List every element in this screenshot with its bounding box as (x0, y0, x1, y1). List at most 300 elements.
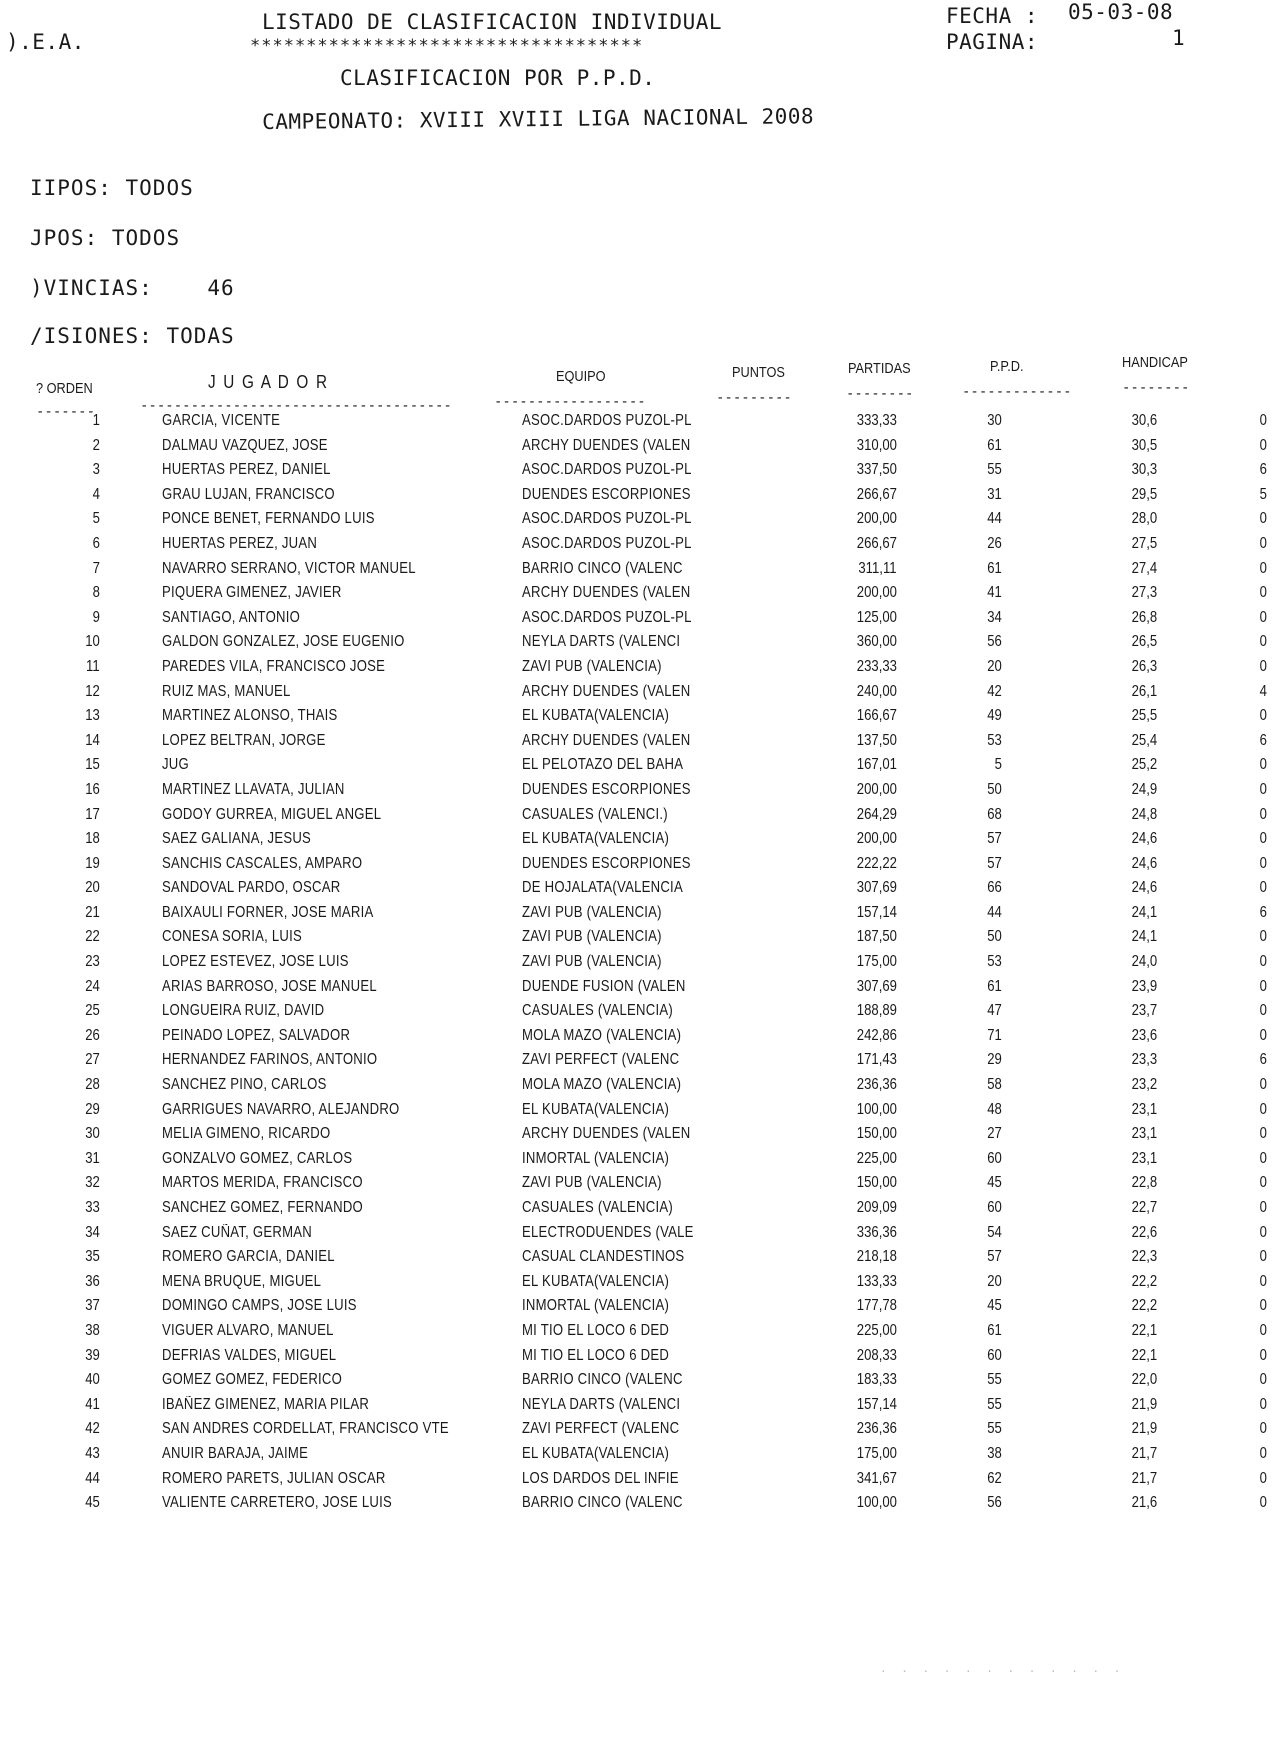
row-ppd (1002, 1420, 1157, 1445)
row-jugador-text: RUIZ MAS, MANUEL (162, 682, 291, 700)
row-partidas (897, 806, 1002, 831)
row-puntos (752, 437, 897, 462)
row-puntos (752, 1494, 897, 1519)
row-jugador (100, 1322, 522, 1347)
row-jugador-text: CONESA SORIA, LUIS (162, 928, 303, 946)
row-equipo-text: CASUAL CLANDESTINOS (522, 1248, 685, 1266)
row-jugador-text: MENA BRUQUE, MIGUEL (162, 1272, 322, 1290)
row-ppd-text: 28,0 (1131, 510, 1157, 528)
row-orden-text: 11 (86, 657, 100, 675)
row-equipo-text: ZAVI PERFECT (VALENC (522, 1420, 680, 1438)
row-ppd-text: 24,0 (1131, 953, 1157, 971)
row-partidas (897, 855, 1002, 880)
fecha-value: 05-03-08 (1068, 0, 1174, 24)
row-puntos (752, 781, 897, 806)
title-underline-stars: *********************************** (250, 36, 644, 56)
row-partidas (897, 609, 1002, 634)
row-handicap (1157, 855, 1267, 880)
row-orden-text: 24 (85, 977, 100, 995)
row-ppd (1002, 461, 1157, 486)
row-ppd-text: 21,9 (1131, 1395, 1157, 1413)
row-ppd (1002, 437, 1157, 462)
row-ppd (1002, 683, 1157, 708)
row-puntos-text: 157,14 (856, 903, 897, 921)
row-orden-text: 40 (85, 1371, 100, 1389)
row-ppd-text: 22,2 (1131, 1297, 1157, 1315)
row-orden-text: 18 (85, 830, 100, 848)
row-orden (38, 953, 100, 978)
row-handicap (1157, 1445, 1267, 1470)
column-header-orden: ? ORDEN (36, 380, 93, 397)
row-puntos (752, 560, 897, 585)
row-ppd (1002, 855, 1157, 880)
row-puntos (752, 830, 897, 855)
row-equipo (522, 1101, 752, 1126)
row-equipo (522, 855, 752, 880)
row-jugador-text: PEINADO LOPEZ, SALVADOR (162, 1026, 351, 1044)
table-row (38, 1125, 1267, 1150)
row-orden (38, 1445, 100, 1470)
pagina-label: PAGINA: (946, 30, 1039, 54)
row-ppd (1002, 756, 1157, 781)
row-handicap (1157, 412, 1267, 437)
table-row (38, 437, 1267, 462)
table-row (38, 732, 1267, 757)
row-orden-text: 7 (92, 559, 100, 577)
row-jugador-text: ARIAS BARROSO, JOSE MANUEL (162, 977, 377, 995)
row-orden-text: 21 (85, 903, 100, 921)
row-jugador-text: GODOY GURREA, MIGUEL ANGEL (162, 805, 382, 823)
row-puntos-text: 177,78 (856, 1297, 897, 1315)
row-equipo (522, 1150, 752, 1175)
row-jugador-text: GOMEZ GOMEZ, FEDERICO (162, 1371, 343, 1389)
row-puntos-text: 311,11 (858, 559, 897, 577)
row-ppd-text: 22,1 (1131, 1321, 1157, 1339)
row-ppd (1002, 584, 1157, 609)
row-orden-text: 3 (92, 461, 100, 479)
row-handicap (1157, 1420, 1267, 1445)
row-partidas-text: 60 (987, 1346, 1002, 1364)
table-row (38, 412, 1267, 437)
row-jugador (100, 560, 522, 585)
table-row (38, 1027, 1267, 1052)
row-jugador-text: SAN ANDRES CORDELLAT, FRANCISCO VTE (162, 1420, 449, 1438)
row-jugador-text: MELIA GIMENO, RICARDO (162, 1125, 331, 1143)
row-jugador-text: DOMINGO CAMPS, JOSE LUIS (162, 1297, 357, 1315)
row-equipo (522, 781, 752, 806)
row-orden (38, 1396, 100, 1421)
row-ppd-text: 30,5 (1131, 436, 1157, 454)
row-jugador-text: MARTINEZ ALONSO, THAIS (162, 707, 338, 725)
row-ppd (1002, 1248, 1157, 1273)
row-partidas-text: 61 (987, 977, 1002, 995)
row-orden-text: 44 (85, 1469, 100, 1487)
row-puntos (752, 732, 897, 757)
row-ppd-text: 30,3 (1131, 461, 1157, 479)
row-partidas (897, 756, 1002, 781)
row-ppd (1002, 1273, 1157, 1298)
row-handicap (1157, 1002, 1267, 1027)
row-orden-text: 22 (85, 928, 100, 946)
row-jugador (100, 1371, 522, 1396)
row-handicap (1157, 486, 1267, 511)
row-orden (38, 1076, 100, 1101)
row-puntos (752, 1396, 897, 1421)
row-partidas (897, 879, 1002, 904)
row-equipo (522, 683, 752, 708)
row-jugador (100, 1076, 522, 1101)
row-equipo-text: MI TIO EL LOCO 6 DED (522, 1346, 670, 1364)
row-partidas-text: 58 (987, 1076, 1002, 1094)
row-jugador (100, 978, 522, 1003)
row-orden (38, 658, 100, 683)
row-ppd (1002, 1371, 1157, 1396)
row-partidas-text: 31 (987, 485, 1002, 503)
row-equipo (522, 535, 752, 560)
table-row (38, 510, 1267, 535)
row-ppd-text: 27,4 (1131, 559, 1157, 577)
row-puntos (752, 1248, 897, 1273)
row-equipo (522, 412, 752, 437)
row-jugador (100, 1027, 522, 1052)
row-orden (38, 609, 100, 634)
row-equipo-text: ZAVI PUB (VALENCIA) (522, 657, 662, 675)
row-equipo (522, 707, 752, 732)
row-ppd (1002, 633, 1157, 658)
row-ppd-text: 23,3 (1131, 1051, 1157, 1069)
row-handicap (1157, 437, 1267, 462)
table-row (38, 1150, 1267, 1175)
row-puntos (752, 1027, 897, 1052)
row-handicap (1157, 707, 1267, 732)
table-row (38, 1494, 1267, 1519)
row-ppd (1002, 879, 1157, 904)
row-equipo (522, 806, 752, 831)
row-handicap-text: 6 (1259, 731, 1267, 749)
row-partidas-text: 47 (987, 1002, 1002, 1020)
row-handicap-text: 0 (1259, 584, 1267, 602)
row-equipo (522, 1027, 752, 1052)
row-ppd (1002, 806, 1157, 831)
row-puntos (752, 535, 897, 560)
row-orden (38, 1224, 100, 1249)
filter-equipos (30, 176, 194, 200)
row-jugador-text: IBAÑEZ GIMENEZ, MARIA PILAR (162, 1395, 370, 1413)
row-jugador-text: BAIXAULI FORNER, JOSE MARIA (162, 903, 374, 921)
row-jugador-text: SANTIAGO, ANTONIO (162, 608, 301, 626)
row-ppd (1002, 732, 1157, 757)
row-ppd-text: 22,3 (1131, 1248, 1157, 1266)
row-jugador-text: LOPEZ BELTRAN, JORGE (162, 731, 326, 749)
row-jugador-text: SANCHIS CASCALES, AMPARO (162, 854, 363, 872)
row-orden (38, 1470, 100, 1495)
table-row (38, 658, 1267, 683)
row-jugador-text: HUERTAS PEREZ, JUAN (162, 534, 318, 552)
row-equipo-text: NEYLA DARTS (VALENCI (522, 633, 681, 651)
row-equipo (522, 732, 752, 757)
row-equipo-text: DUENDES ESCORPIONES (522, 485, 691, 503)
row-handicap-text: 0 (1259, 412, 1267, 429)
row-equipo-text: MOLA MAZO (VALENCIA) (522, 1076, 682, 1094)
row-jugador-text: LOPEZ ESTEVEZ, JOSE LUIS (162, 953, 349, 971)
row-partidas (897, 510, 1002, 535)
table-row (38, 560, 1267, 585)
row-jugador-text: ROMERO GARCIA, DANIEL (162, 1248, 335, 1266)
row-handicap (1157, 1248, 1267, 1273)
filter-value: TODAS (166, 324, 235, 348)
table-row (38, 1101, 1267, 1126)
row-puntos-text: 336,36 (856, 1223, 897, 1241)
row-handicap (1157, 535, 1267, 560)
row-ppd-text: 23,6 (1131, 1026, 1157, 1044)
row-equipo (522, 1051, 752, 1076)
row-jugador (100, 806, 522, 831)
row-equipo-text: BARRIO CINCO (VALENC (522, 1494, 683, 1512)
row-orden-text: 33 (85, 1199, 100, 1216)
table-row (38, 1396, 1267, 1421)
row-orden-text: 5 (92, 510, 100, 528)
row-jugador-text: NAVARRO SERRANO, VICTOR MANUEL (162, 559, 416, 577)
row-handicap (1157, 658, 1267, 683)
row-partidas (897, 1125, 1002, 1150)
row-puntos (752, 1371, 897, 1396)
row-jugador (100, 1150, 522, 1175)
row-puntos-text: 360,00 (856, 633, 897, 651)
row-ppd-text: 23,2 (1131, 1076, 1157, 1094)
row-handicap (1157, 461, 1267, 486)
row-partidas-text: 55 (987, 461, 1002, 479)
row-ppd (1002, 1002, 1157, 1027)
row-puntos (752, 1347, 897, 1372)
row-equipo (522, 437, 752, 462)
row-ppd-text: 21,7 (1131, 1444, 1157, 1462)
row-jugador (100, 732, 522, 757)
row-equipo-text: ASOC.DARDOS PUZOL-PL (522, 608, 692, 626)
row-ppd-text: 23,1 (1131, 1100, 1157, 1118)
row-orden (38, 1494, 100, 1519)
row-equipo-text: ASOC.DARDOS PUZOL-PL (522, 412, 692, 429)
row-orden (38, 437, 100, 462)
row-orden (38, 904, 100, 929)
row-equipo-text: ZAVI PERFECT (VALENC (522, 1051, 680, 1069)
row-jugador (100, 1297, 522, 1322)
row-jugador-text: PIQUERA GIMENEZ, JAVIER (162, 584, 342, 602)
row-puntos-text: 200,00 (856, 584, 897, 602)
row-jugador-text: PAREDES VILA, FRANCISCO JOSE (162, 657, 386, 675)
row-orden-text: 43 (85, 1444, 100, 1462)
row-ppd-text: 23,1 (1131, 1149, 1157, 1167)
row-partidas (897, 1470, 1002, 1495)
row-puntos-text: 137,50 (856, 731, 897, 749)
row-orden-text: 6 (92, 534, 100, 552)
row-handicap (1157, 1494, 1267, 1519)
row-equipo (522, 1199, 752, 1224)
row-partidas (897, 1420, 1002, 1445)
row-partidas (897, 535, 1002, 560)
row-handicap-text: 0 (1259, 1076, 1267, 1094)
row-ppd-text: 26,1 (1131, 682, 1157, 700)
row-equipo-text: ZAVI PUB (VALENCIA) (522, 1174, 662, 1192)
row-handicap-text: 4 (1259, 682, 1267, 700)
row-equipo (522, 1002, 752, 1027)
column-header-ppd: P.P.D. (990, 358, 1024, 375)
row-equipo (522, 560, 752, 585)
row-equipo-text: ASOC.DARDOS PUZOL-PL (522, 461, 692, 479)
row-handicap-text: 6 (1259, 461, 1267, 479)
table-row (38, 584, 1267, 609)
row-partidas (897, 486, 1002, 511)
row-ppd (1002, 1347, 1157, 1372)
row-orden-text: 35 (85, 1248, 100, 1266)
row-orden-text: 17 (85, 805, 100, 823)
row-equipo-text: EL KUBATA(VALENCIA) (522, 707, 670, 725)
row-equipo (522, 1273, 752, 1298)
row-equipo (522, 928, 752, 953)
row-partidas-text: 61 (987, 436, 1002, 454)
row-handicap-text: 0 (1259, 1199, 1267, 1216)
organization-abbr: ).E.A. (6, 30, 85, 54)
row-partidas-text: 41 (987, 584, 1002, 602)
table-row (38, 756, 1267, 781)
row-handicap (1157, 683, 1267, 708)
row-handicap-text: 0 (1259, 534, 1267, 552)
row-partidas-text: 57 (987, 830, 1002, 848)
row-puntos-text: 310,00 (856, 436, 897, 454)
table-row (38, 1347, 1267, 1372)
row-jugador (100, 1125, 522, 1150)
row-partidas (897, 1150, 1002, 1175)
row-puntos-text: 157,14 (856, 1395, 897, 1413)
row-jugador-text: VIGUER ALVARO, MANUEL (162, 1321, 334, 1339)
filter-label: JPOS: (30, 226, 99, 250)
column-header-partidas: PARTIDAS (848, 360, 911, 377)
row-jugador-text: GONZALVO GOMEZ, CARLOS (162, 1149, 353, 1167)
row-jugador (100, 1101, 522, 1126)
row-handicap-text: 0 (1259, 1321, 1267, 1339)
row-puntos-text: 166,67 (856, 707, 897, 725)
row-orden (38, 1199, 100, 1224)
row-handicap-text: 0 (1259, 1297, 1267, 1315)
row-orden (38, 756, 100, 781)
row-ppd-text: 25,4 (1131, 731, 1157, 749)
row-ppd-text: 25,2 (1131, 756, 1157, 774)
row-partidas (897, 732, 1002, 757)
row-jugador (100, 756, 522, 781)
row-handicap (1157, 756, 1267, 781)
row-partidas (897, 1101, 1002, 1126)
row-handicap-text: 0 (1259, 608, 1267, 626)
row-partidas-text: 27 (987, 1125, 1002, 1143)
row-ppd-text: 22,0 (1131, 1371, 1157, 1389)
row-partidas (897, 560, 1002, 585)
row-partidas (897, 1396, 1002, 1421)
row-partidas (897, 781, 1002, 806)
row-handicap-text: 0 (1259, 928, 1267, 946)
row-equipo (522, 486, 752, 511)
header-rule: ------- (36, 404, 96, 420)
row-partidas-text: 57 (987, 1248, 1002, 1266)
row-equipo (522, 756, 752, 781)
row-handicap (1157, 1101, 1267, 1126)
row-jugador (100, 658, 522, 683)
row-ppd-text: 26,8 (1131, 608, 1157, 626)
row-ppd (1002, 609, 1157, 634)
row-puntos-text: 183,33 (856, 1371, 897, 1389)
row-ppd-text: 21,7 (1131, 1469, 1157, 1487)
row-puntos-text: 208,33 (856, 1346, 897, 1364)
row-handicap-text: 0 (1259, 977, 1267, 995)
row-equipo-text: DUENDES ESCORPIONES (522, 854, 691, 872)
row-orden-text: 2 (92, 436, 100, 454)
row-orden-text: 41 (85, 1395, 100, 1413)
row-handicap (1157, 1174, 1267, 1199)
row-puntos (752, 584, 897, 609)
row-orden (38, 1125, 100, 1150)
row-ppd-text: 22,1 (1131, 1346, 1157, 1364)
row-puntos (752, 633, 897, 658)
row-handicap-text: 0 (1259, 1174, 1267, 1192)
row-partidas-text: 55 (987, 1371, 1002, 1389)
row-ppd (1002, 1125, 1157, 1150)
table-row (38, 806, 1267, 831)
filter-provincias (30, 276, 235, 300)
row-partidas (897, 633, 1002, 658)
row-jugador-text: HERNANDEZ FARINOS, ANTONIO (162, 1051, 378, 1069)
row-ppd-text: 24,1 (1131, 928, 1157, 946)
row-jugador-text: JUG (162, 756, 189, 774)
row-jugador (100, 1494, 522, 1519)
row-puntos-text: 218,18 (856, 1248, 897, 1266)
row-orden-text: 38 (85, 1321, 100, 1339)
row-jugador (100, 584, 522, 609)
row-jugador-text: HUERTAS PEREZ, DANIEL (162, 461, 331, 479)
row-orden-text: 9 (92, 608, 100, 626)
column-header-jugador: J U G A D O R (208, 372, 329, 392)
row-jugador (100, 953, 522, 978)
row-partidas (897, 461, 1002, 486)
row-jugador (100, 609, 522, 634)
row-handicap (1157, 879, 1267, 904)
row-handicap-text: 0 (1259, 1494, 1267, 1512)
row-partidas-text: 57 (987, 854, 1002, 872)
row-orden-text: 13 (85, 707, 100, 725)
row-orden (38, 461, 100, 486)
row-partidas (897, 1297, 1002, 1322)
row-puntos (752, 1470, 897, 1495)
row-orden (38, 855, 100, 880)
row-handicap-text: 0 (1259, 1346, 1267, 1364)
row-orden-text: 45 (85, 1494, 100, 1512)
row-puntos-text: 240,00 (856, 682, 897, 700)
row-handicap (1157, 1150, 1267, 1175)
row-equipo-text: ZAVI PUB (VALENCIA) (522, 953, 662, 971)
row-equipo-text: EL KUBATA(VALENCIA) (522, 1272, 670, 1290)
row-partidas (897, 830, 1002, 855)
row-partidas-text: 48 (987, 1100, 1002, 1118)
row-equipo-text: ASOC.DARDOS PUZOL-PL (522, 534, 692, 552)
row-ppd (1002, 978, 1157, 1003)
row-equipo (522, 1248, 752, 1273)
row-ppd-text: 24,9 (1131, 780, 1157, 798)
table-row (38, 1224, 1267, 1249)
row-handicap-text: 0 (1259, 1149, 1267, 1167)
row-jugador-text: GARCIA, VICENTE (162, 412, 281, 429)
row-handicap-text: 0 (1259, 879, 1267, 897)
row-orden-text: 31 (85, 1149, 100, 1167)
row-ppd (1002, 486, 1157, 511)
row-orden (38, 879, 100, 904)
row-orden-text: 19 (85, 854, 100, 872)
